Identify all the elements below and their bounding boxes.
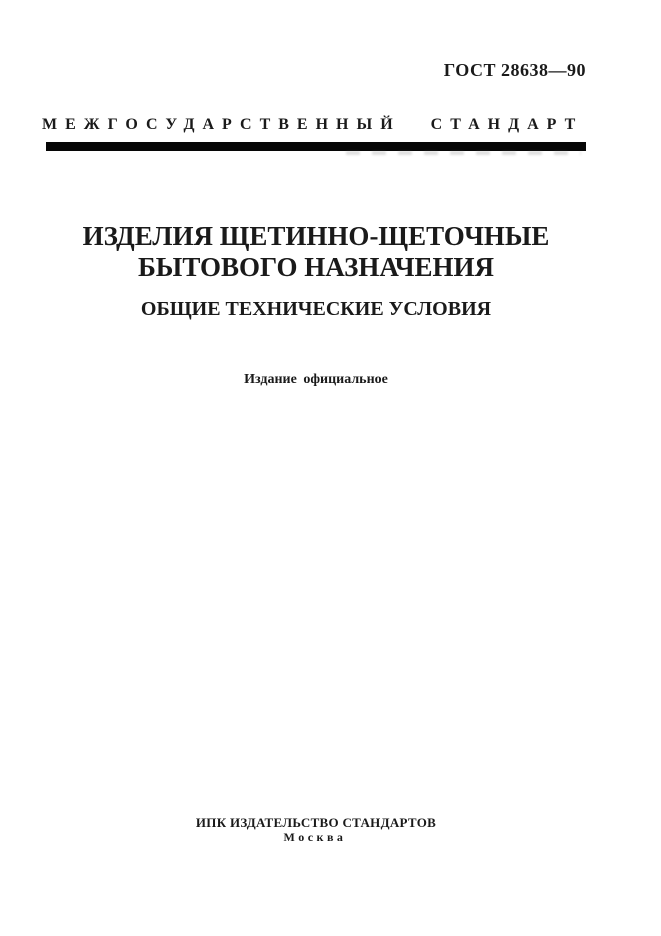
document-subtitle: ОБЩИЕ ТЕХНИЧЕСКИЕ УСЛОВИЯ <box>140 298 492 320</box>
scan-artifact <box>346 151 581 155</box>
title-block <box>46 221 586 321</box>
banner-rule <box>46 142 586 151</box>
document-title-line-1: ИЗДЕЛИЯ ЩЕТИННО-ЩЕТОЧНЫЕ <box>82 221 550 251</box>
edition-note: Издание официальное <box>244 372 388 387</box>
publisher-city: Москва <box>283 830 347 844</box>
document-title-line-2: БЫТОВОГО НАЗНАЧЕНИЯ <box>137 252 495 282</box>
standard-number: ГОСТ 28638—90 <box>443 60 586 80</box>
publisher-name: ИПК ИЗДАТЕЛЬСТВО СТАНДАРТОВ <box>195 815 437 830</box>
publisher-footer <box>46 815 586 844</box>
standard-type-banner <box>42 114 586 151</box>
standard-type-label: МЕЖГОСУДАРСТВЕННЫЙ СТАНДАРТ <box>42 116 584 133</box>
